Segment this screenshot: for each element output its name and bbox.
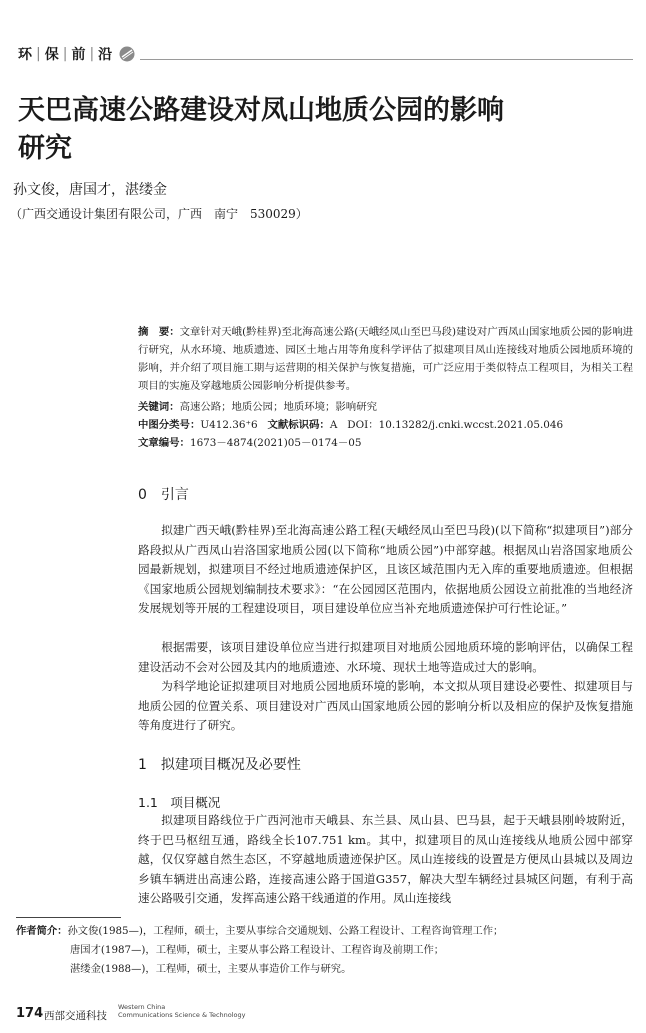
journal-name-en xyxy=(118,1003,246,1019)
affiliation: （广西交通设计集团有限公司，广西 南宁 530029） xyxy=(10,207,308,221)
article-title xyxy=(18,92,618,168)
leaf-logo-icon xyxy=(119,46,135,62)
authors: 孙文俊，唐国才，湛缕金 xyxy=(13,182,167,198)
section-char: 沿 xyxy=(98,47,114,63)
author-bio xyxy=(16,922,503,937)
section-heading: 0 引言 xyxy=(138,487,189,503)
header-rule xyxy=(140,59,633,60)
bio-line: 唐国才(1987—)，工程师，硕士，主要从事公路工程设计、工程咨询及前期工作； xyxy=(70,944,445,956)
paragraph: 拟建广西天峨(黔桂界)至北海高速公路工程(天峨经凤山至巴马段)(以下简称“拟建项目”)部分路段拟从广西凤山岩洛国家地质公园(以下简称“地质公园”)中部穿越。根据凤山岩洛国家地质公园最新规划，拟建项目不经过地质遗迹保护区，且该区域范围内无入库的重要地质遗迹。但根据《国家地质公园规划编制技术要求》：“在公园园区范围内，依据地质公园设立前批准的当地经济发展规划等开展的工程建设项目，项目建设单位应当补充地质遗迹保护可行性论证。” xyxy=(138,523,633,615)
journal-name-cn: 西部交通科技 xyxy=(44,1010,107,1022)
subsection-heading: 1.1 项目概况 xyxy=(138,795,221,810)
journal-en-line: Communications Science & Technology xyxy=(118,1011,246,1019)
keywords-text: 高速公路；地质公园；地质环境；影响研究 xyxy=(179,401,377,413)
bio-line: 湛缕金(1988—)，工程师，硕士，主要从事造价工作与研究。 xyxy=(70,963,352,975)
section-char: 前 xyxy=(71,47,87,63)
paragraph: 拟建项目路线位于广西河池市天峨县、东兰县、凤山县、巴马县，起于天峨县刚岭坡附近，终于巴马枢纽互通，路线全长107.751 km。其中，拟建项目的凤山连接线从地质公园中部穿越，仅仅穿越自然生态区，不穿越地质遗迹保护区。凤山连接线的设置是方便凤山县城以及周边乡镇车辆进出高速公路，连接高速公路于国道G357，解决大型车辆经过县城区问题，有利于高速公路吸引交通，发挥高速公路干线通道的作用。凤山连接线 xyxy=(138,813,633,905)
title-line: 研究 xyxy=(18,133,72,164)
abstract xyxy=(138,323,633,395)
section-tag: 环 | 保 | 前 | 沿 xyxy=(18,44,135,64)
abstract-label: 摘 要： xyxy=(138,326,180,338)
keywords xyxy=(138,398,633,416)
paragraph: 根据需要，该项目建设单位应当进行拟建项目对地质公园地质环境的影响评估，以确保工程建设活动不会对公园及其内的地质遗迹、水环境、现状土地等造成过大的影响。 xyxy=(138,640,633,674)
doi-label: DOI： xyxy=(347,419,379,431)
section-char: 环 xyxy=(18,47,33,63)
class-value: U412.36⁺6 xyxy=(200,419,258,431)
class-label: 中图分类号： xyxy=(138,419,201,431)
section-char: 保 xyxy=(44,47,60,63)
keywords-label: 关键词： xyxy=(138,401,180,413)
abstract-text: 文章针对天峨(黔桂界)至北海高速公路(天峨经凤山至巴马段)建设对广西凤山国家地质公园的影响进行研究，从水环境、地质遗迹、园区土地占用等角度科学评估了拟建项目凤山连接线对地质公园地质环境的影响，并介绍了项目施工期与运营期的相关保护与恢复措施，可广泛应用于类似特点工程项目，为相关工程项目的实施及穿越地质公园影响分析提供参考。 xyxy=(138,326,634,392)
bio-label: 作者简介： xyxy=(16,925,68,937)
article-number xyxy=(138,434,633,452)
doc-code-label: 文献标识码： xyxy=(267,419,330,431)
footnote-rule xyxy=(16,917,121,918)
journal-en-line: Western China xyxy=(118,1003,166,1011)
doi-value: 10.13282/j.cnki.wccst.2021.05.046 xyxy=(378,419,564,431)
title-line: 天巴高速公路建设对凤山地质公园的影响 xyxy=(18,95,504,126)
article-no-label: 文章编号： xyxy=(138,437,190,449)
page-number: 174 xyxy=(16,1006,44,1021)
section-heading: 1 拟建项目概况及必要性 xyxy=(138,757,301,773)
doc-code-value: A xyxy=(329,419,338,431)
classification-line xyxy=(138,416,633,434)
article-no-value: 1673－4874(2021)05－0174－05 xyxy=(189,437,362,449)
paragraph: 为科学地论证拟建项目对地质公园地质环境的影响，本文拟从项目建设必要性、拟建项目与地质公园的位置关系、项目建设对广西凤山国家地质公园的影响分析以及相应的保护及恢复措施等角度进行了研究。 xyxy=(138,679,633,732)
bio-line: 孙文俊(1985—)，工程师，硕士，主要从事综合交通规划、公路工程设计、工程咨询管理工作； xyxy=(67,925,504,937)
